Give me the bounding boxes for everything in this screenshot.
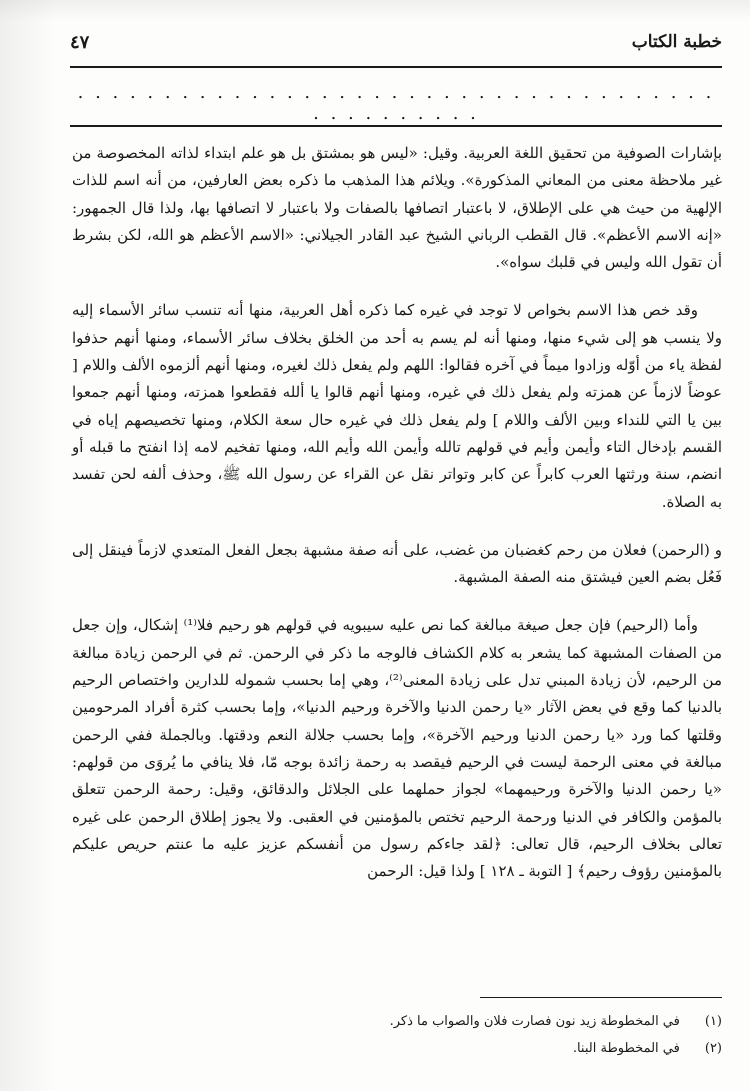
section-rule xyxy=(70,125,722,127)
running-title: خطبة الكتاب xyxy=(631,32,722,52)
header-rule xyxy=(70,66,722,68)
paragraph-1: بإشارات الصوفية من تحقيق اللغة العربية. وقيل: «ليس هو بمشتق بل هو علم ابتداء لذاته المخصوصة من غير ملاحظة معنى من المعاني المذكورة». ويلائم هذا المذهب ما ذكره بعض العارفين، من أنه اسم للذات الإلهية من حيث هي على الإطلاق، لا باعتبار اتصافها بالصفات ولا باعتبار لا اتصافها بها، ولذا قال الجمهور: «إنه الاسم الأعظم». قال القطب الرباني الشيخ عبد القادر الجيلاني: «الاسم الأعظم هو الله، لكن بشرط أن تقول الله وليس في قلبك سواه». xyxy=(72,144,722,272)
paragraph-4: وأما (الرحيم) فإن جعل صيغة مبالغة كما نص عليه سيبويه في قولهم هو رحيم فلا⁽¹⁾ إشكال، وإن جعل من الصفات المشبهة كما يشعر به كلام الكشاف فالوجه ما ذكر في الرحمن. ثم في الرحمن زيادة مبالغة من الرحيم، لأن زيادة المبني تدل على زيادة المعنى⁽²⁾، وهي إما بحسب شموله للدارين واختصاص الرحيم بالدنيا كما وقع في بعض الآثار «يا رحمن الدنيا والآخرة ورحيم الدنيا»، وإما بحسب كثرة أفراد المرحومين وقلتها كما ورد «يا رحمن الدنيا ورحيم الآخرة»، وإما بحسب جلالة النعم ودقتها. وبالجملة ففي الرحمن مبالغة في معنى الرحمة ليست في الرحيم فيقصد به رحمة زائدة بوجه مّا، فلا ينافي ما يُروَى من قولهم: «يا رحمن الدنيا والآخرة ورحيمهما» لجواز حملهما على الجلائل والدقائق، وقيل: رحمة الرحمن تتعلق بالمؤمن والكافر في الدنيا ورحمة الرحيم تختص بالمؤمنين في العقبى. ولا يجوز إطلاق الرحمن على غيره تعالى بخلاف الرحيم، قال تعالى: ﴿لقد جاءكم رسول من أنفسكم عزيز عليه ما عنتم حريص عليكم بالمؤمنين رؤوف رحيم﴾ [ التوبة ـ ١٢٨ ] ولذا قيل: الرحمن xyxy=(72,616,722,881)
scan-top-shadow xyxy=(0,0,750,22)
footnote-number: (٢) xyxy=(704,1041,722,1056)
paragraph-3: و (الرحمن) فعلان من رحم كغضبان من غضب، على أنه صفة مشبهة بجعل الفعل المتعدي لازماً فينقل إلى فَعُل بضم العين فيشتق منه الصفة المشبهة. xyxy=(72,540,722,587)
main-text xyxy=(72,140,722,885)
footnote-number: (١) xyxy=(704,1014,722,1029)
scan-edge-shadow xyxy=(0,0,56,1091)
footnotes xyxy=(72,1008,722,1062)
paragraph-2: وقد خص هذا الاسم بخواص لا توجد في غيره كما ذكره أهل العربية، منها أنه تنسب سائر الأسماء إليه ولا ينسب هو إلى شيء منها، ومنها أنه لم يسم به أحد من الخلق بخلاف سائر الأسماء، ومنها أنهم حذفوا لفظة ياء من أوّله وزادوا ميماً في آخره فقالوا: اللهم ولم يفعل ذلك لغيره، ومنها أنهم ألزموه الألف واللام [ عوضاً لازماً عن همزته ولم يفعل ذلك في غيره، ومنها أنهم قالوا يا ألله فقطعوا همزته، ومنها أنهم جمعوا بين يا التي للنداء وبين الألف واللام ] ولم يفعل ذلك في غيره حال سعة الكلام، ومنها تخصيصهم إياه في القسم بإدخال التاء وأيمن وأيم في قولهم تالله وأيمن الله وأيم الله، ومنها تفخيم لامه إذا انفتح ما قبله أو انضم، سنة ورثتها العرب كابراً عن كابر وتواتر نقل عن القراء عن رسول الله ﷺ، وحذف ألفه لحن تفسد به الصلاة. xyxy=(72,301,722,511)
footnote-1 xyxy=(72,1008,722,1035)
footnote-text: في المخطوطة زيد نون فصارت فلان والصواب ما ذكر. xyxy=(389,1014,680,1029)
footnote-text: في المخطوطة البنا. xyxy=(572,1041,680,1056)
footnote-2 xyxy=(72,1035,722,1062)
footnote-rule xyxy=(480,997,722,998)
page-header xyxy=(70,28,722,62)
omission-dots: . . . . . . . . . . . . . . . . . . . . . . . . . . . . . . . . . . . . . . . . . . . . . . . xyxy=(77,82,715,124)
page-number: ٤٧ xyxy=(70,32,90,53)
